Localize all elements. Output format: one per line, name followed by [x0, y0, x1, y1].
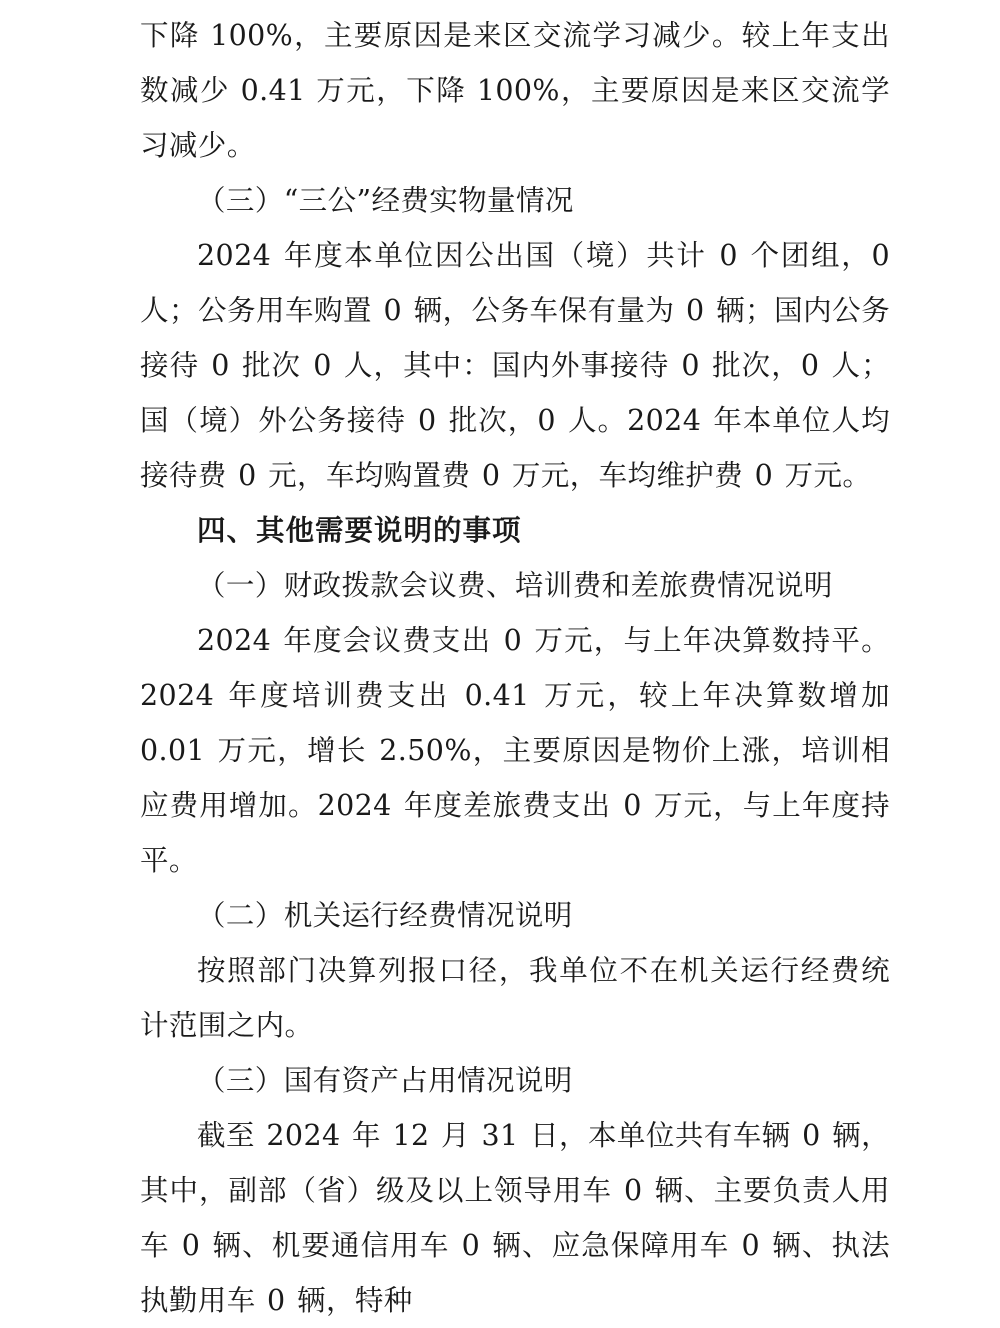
document-body: [140, 8, 890, 1328]
paragraph-three-public-physical-detail: 2024 年度本单位因公出国（境）共计 0 个团组，0 人；公务用车购置 0 辆，公务车保有量为 0 辆；国内公务接待 0 批次 0 人，其中：国内外事接待 0 批次，0 人；国（境）外公务接待 0 批次，0 人。2024 年本单位人均接待费 0 元，车均购置费 0 万元，车均维护费 0 万元。: [140, 239, 890, 492]
heading-other-matters: 四、其他需要说明的事项: [197, 513, 522, 547]
paragraph-expenditure-decrease: 下降 100%，主要原因是来区交流学习减少。较上年支出数减少 0.41 万元，下降 100%，主要原因是来区交流学习减少。: [140, 19, 890, 162]
paragraph-meeting-training-travel-detail: 2024 年度会议费支出 0 万元，与上年决算数持平。2024 年度培训费支出 0.41 万元，较上年决算数增加 0.01 万元，增长 2.50%，主要原因是物价上涨，培训相应费用增加。2024 年度差旅费支出 0 万元，与上年度持平。: [140, 624, 890, 877]
subheading-three-public-physical: （三）“三公”经费实物量情况: [197, 184, 574, 217]
paragraph-state-assets-detail: 截至 2024 年 12 月 31 日，本单位共有车辆 0 辆，其中，副部（省）级及以上领导用车 0 辆、主要负责人用车 0 辆、机要通信用车 0 辆、应急保障用车 0 辆、执法执勤用车 0 辆，特种: [140, 1119, 890, 1317]
subheading-agency-operating-expense: （二）机关运行经费情况说明: [197, 899, 573, 932]
subheading-state-assets: （三）国有资产占用情况说明: [197, 1064, 573, 1097]
subheading-meeting-training-travel: （一）财政拨款会议费、培训费和差旅费情况说明: [197, 569, 833, 602]
paragraph-agency-operating-expense-detail: 按照部门决算列报口径，我单位不在机关运行经费统计范围之内。: [140, 954, 890, 1042]
